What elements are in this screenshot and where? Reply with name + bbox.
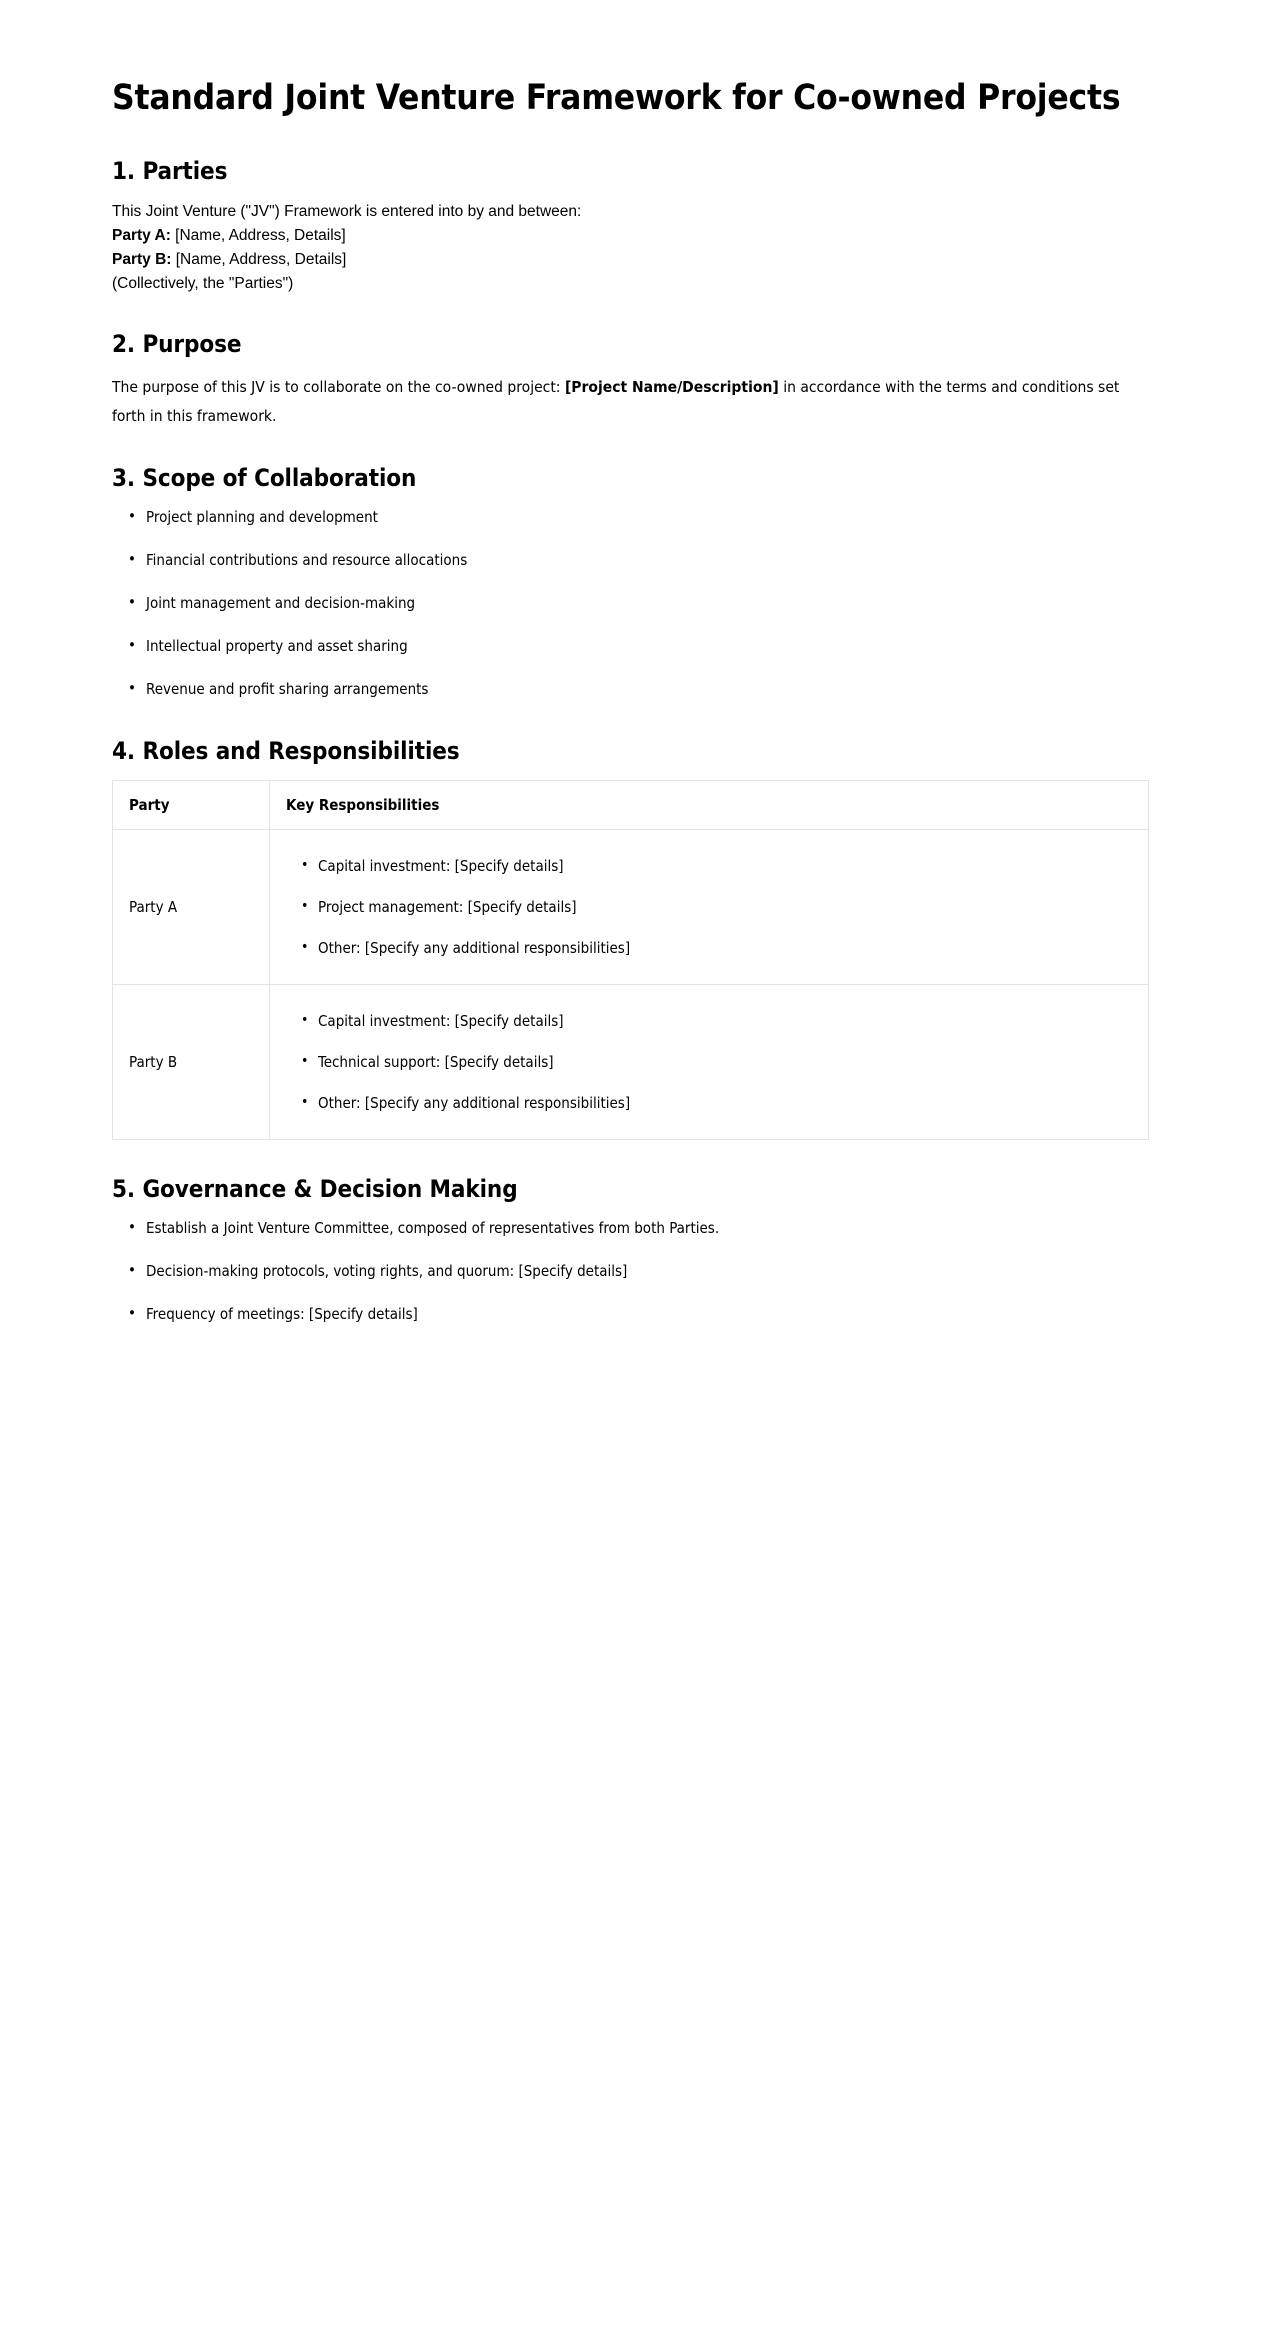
table-cell-party: Party A [113,830,270,985]
purpose-text-before: The purpose of this JV is to collaborate on the co-owned project: [112,378,561,396]
purpose-placeholder: [Project Name/Description] [564,378,779,396]
table-column-header-responsibilities: Key Responsibilities [270,781,1149,830]
list-item: • Joint management and decision-making [146,593,1151,614]
list-item: • Frequency of meetings: [Specify details] [146,1304,1151,1325]
list-item: • Technical support: [Specify details] [318,1052,1132,1072]
party-a-label: Party A: [112,227,171,244]
section-parties [112,156,1151,295]
section-heading-parties: 1. Parties [112,157,228,185]
table-cell-responsibilities [270,830,1149,985]
list-item: • Project management: [Specify details] [318,897,1132,917]
list-item: • Project planning and development [146,507,1151,528]
table-row [113,985,1149,1140]
scope-list [112,507,1151,700]
list-item: • Establish a Joint Venture Committee, composed of representatives from both Parties. [146,1218,1151,1239]
page-title: Standard Joint Venture Framework for Co-owned Projects [112,78,1121,118]
list-item: • Decision-making protocols, voting rights, and quorum: [Specify details] [146,1261,1151,1282]
list-item: • Capital investment: [Specify details] [318,856,1132,876]
section-heading-governance: 5. Governance & Decision Making [112,1175,518,1203]
parties-intro-text: This Joint Venture ("JV") Framework is entered into by and between: [112,203,582,220]
section-roles [112,736,1151,1140]
table-header-row [113,781,1149,830]
section-heading-purpose: 2. Purpose [112,330,242,358]
document-body [112,76,1151,1325]
table-cell-party: Party B [113,985,270,1140]
roles-table [112,780,1149,1140]
responsibility-list [286,856,1132,958]
list-item: • Other: [Specify any additional responsibilities] [318,1093,1132,1113]
party-b-value: [Name, Address, Details] [175,251,347,268]
section-heading-scope: 3. Scope of Collaboration [112,464,417,492]
responsibility-list [286,1011,1132,1113]
party-b-line [112,248,1151,271]
purpose-paragraph [112,373,1151,431]
party-a-value: [Name, Address, Details] [175,227,346,244]
section-heading-roles: 4. Roles and Responsibilities [112,737,460,765]
table-column-header-party: Party [113,781,270,830]
section-governance [112,1174,1151,1325]
list-item: • Financial contributions and resource allocations [146,550,1151,571]
table-body [113,830,1149,1140]
governance-list [112,1218,1151,1325]
list-item: • Revenue and profit sharing arrangements [146,679,1151,700]
party-a-line [112,224,1151,247]
list-item: • Other: [Specify any additional responsibilities] [318,938,1132,958]
section-scope [112,463,1151,700]
list-item: • Capital investment: [Specify details] [318,1011,1132,1031]
party-b-label: Party B: [112,251,172,268]
parties-collective-text: (Collectively, the "Parties") [112,275,294,292]
purpose-text-after: in accordance with the terms and conditions set forth in this framework. [112,378,1120,425]
table-cell-responsibilities [270,985,1149,1140]
list-item: • Intellectual property and asset sharing [146,636,1151,657]
table-header [113,781,1149,830]
section-purpose [112,329,1151,431]
table-row [113,830,1149,985]
